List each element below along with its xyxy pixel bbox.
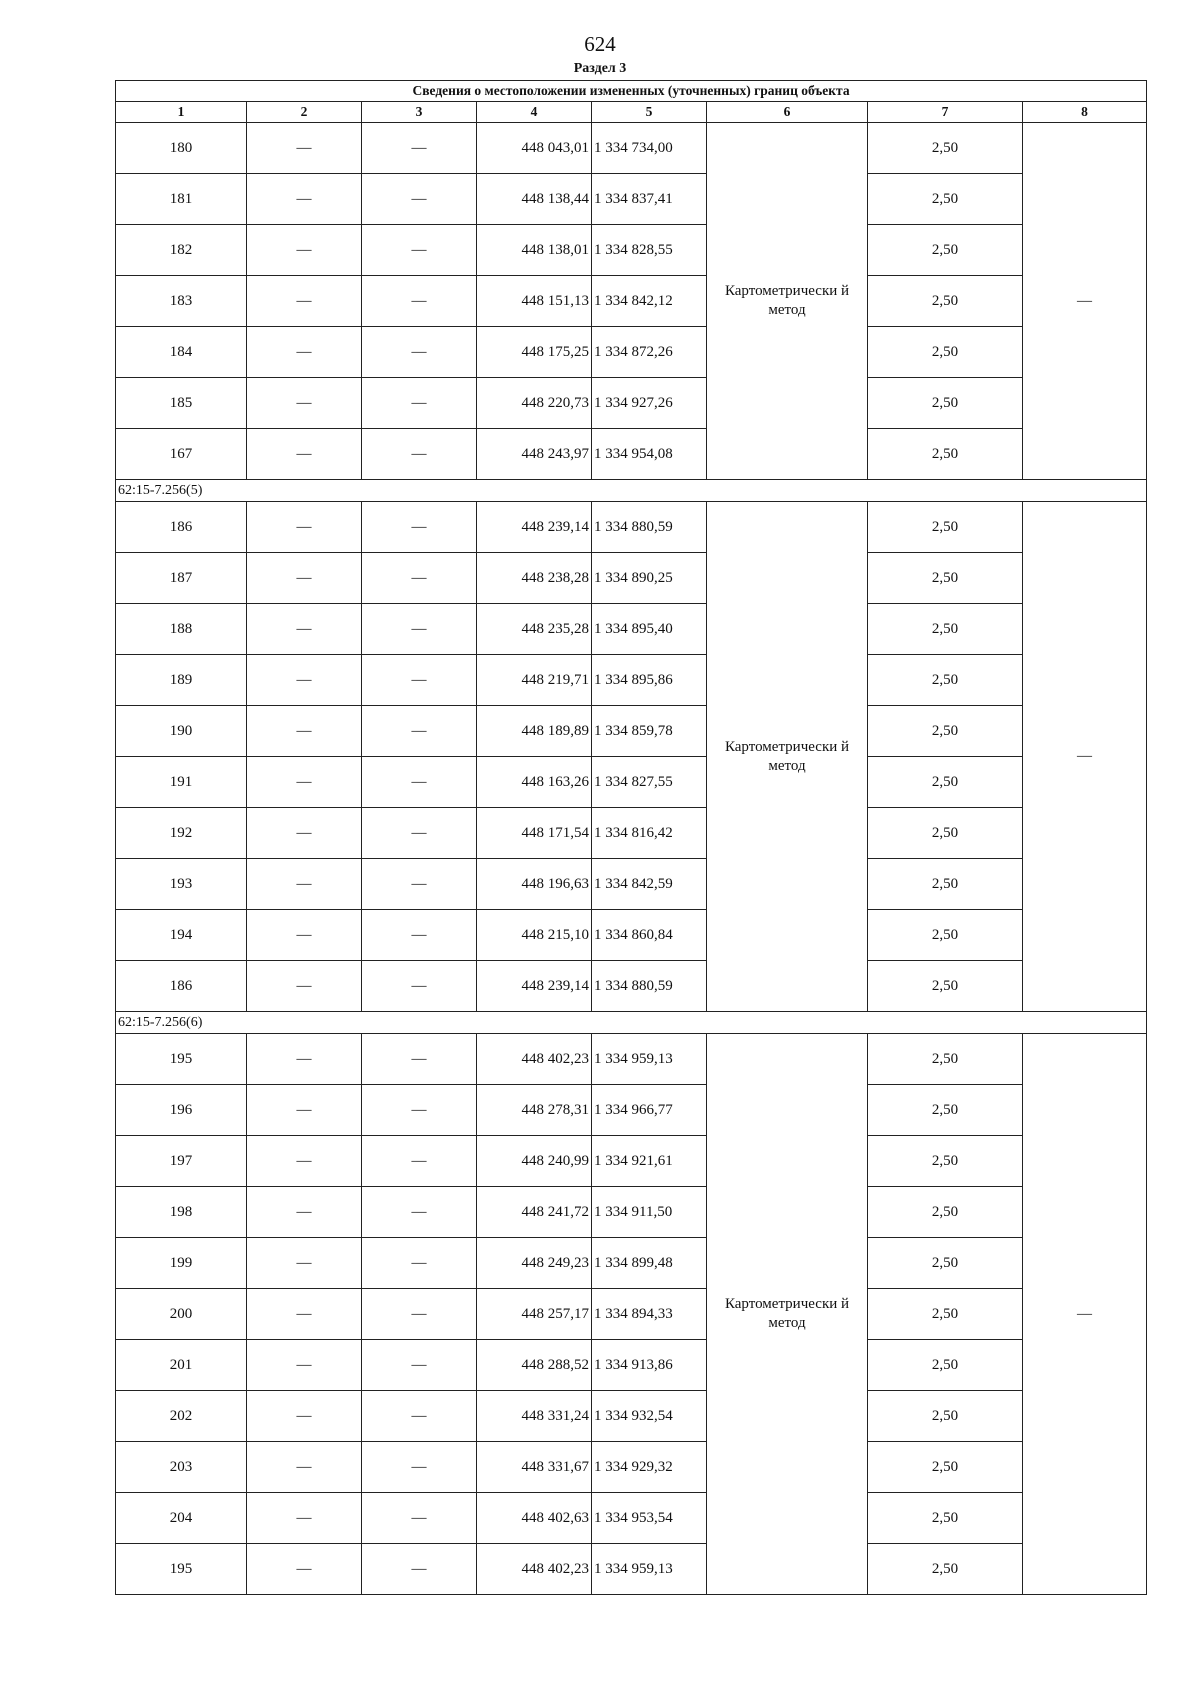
accuracy-cell: 2,50 (868, 1340, 1023, 1391)
dash-cell: — (247, 1289, 362, 1340)
method-cell: Картометрически й метод (707, 123, 868, 480)
accuracy-cell: 2,50 (868, 327, 1023, 378)
method-cell: Картометрически й метод (707, 1034, 868, 1595)
y-coordinate-cell: 1 334 816,42 (592, 808, 707, 859)
x-coordinate-cell: 448 220,73 (477, 378, 592, 429)
column-number-row (116, 102, 1147, 123)
table-row (116, 1238, 1147, 1289)
dash-cell: — (362, 123, 477, 174)
point-number-cell: 203 (116, 1442, 247, 1493)
dash-cell: — (247, 808, 362, 859)
dash-cell: — (247, 327, 362, 378)
y-coordinate-cell: 1 334 734,00 (592, 123, 707, 174)
dash-cell: — (247, 225, 362, 276)
table-caption: Сведения о местоположении измененных (уточненных) границ объекта (116, 81, 1147, 102)
table-row (116, 1391, 1147, 1442)
x-coordinate-cell: 448 243,97 (477, 429, 592, 480)
dash-cell: — (362, 174, 477, 225)
x-coordinate-cell: 448 288,52 (477, 1340, 592, 1391)
x-coordinate-cell: 448 402,23 (477, 1034, 592, 1085)
dash-cell: — (362, 276, 477, 327)
y-coordinate-cell: 1 334 966,77 (592, 1085, 707, 1136)
dash-cell: — (362, 225, 477, 276)
point-number-cell: 191 (116, 757, 247, 808)
accuracy-cell: 2,50 (868, 1442, 1023, 1493)
column-number-5: 5 (592, 102, 707, 123)
x-coordinate-cell: 448 257,17 (477, 1289, 592, 1340)
dash-cell: — (247, 1187, 362, 1238)
accuracy-cell: 2,50 (868, 1493, 1023, 1544)
y-coordinate-cell: 1 334 880,59 (592, 502, 707, 553)
y-coordinate-cell: 1 334 872,26 (592, 327, 707, 378)
dash-cell: — (247, 757, 362, 808)
dash-cell: — (247, 1493, 362, 1544)
accuracy-cell: 2,50 (868, 655, 1023, 706)
dash-cell: — (362, 1544, 477, 1595)
column-number-6: 6 (707, 102, 868, 123)
dash-cell: — (247, 553, 362, 604)
table-row (116, 378, 1147, 429)
dash-cell: — (247, 174, 362, 225)
x-coordinate-cell: 448 239,14 (477, 961, 592, 1012)
x-coordinate-cell: 448 196,63 (477, 859, 592, 910)
accuracy-cell: 2,50 (868, 553, 1023, 604)
table-row (116, 123, 1147, 174)
table-row (116, 1340, 1147, 1391)
accuracy-cell: 2,50 (868, 276, 1023, 327)
method-cell: Картометрически й метод (707, 502, 868, 1012)
table-row (116, 808, 1147, 859)
point-number-cell: 187 (116, 553, 247, 604)
dash-cell: — (247, 1340, 362, 1391)
y-coordinate-cell: 1 334 932,54 (592, 1391, 707, 1442)
x-coordinate-cell: 448 189,89 (477, 706, 592, 757)
table-row (116, 1085, 1147, 1136)
table-row (116, 429, 1147, 480)
dash-cell: — (247, 604, 362, 655)
point-number-cell: 201 (116, 1340, 247, 1391)
dash-cell: — (247, 1442, 362, 1493)
dash-cell: — (247, 706, 362, 757)
dash-cell: — (362, 961, 477, 1012)
x-coordinate-cell: 448 175,25 (477, 327, 592, 378)
dash-cell: — (362, 655, 477, 706)
x-coordinate-cell: 448 278,31 (477, 1085, 592, 1136)
section-title: Раздел 3 (573, 61, 627, 76)
dash-cell: — (247, 1238, 362, 1289)
y-coordinate-cell: 1 334 890,25 (592, 553, 707, 604)
column-number-8: 8 (1023, 102, 1147, 123)
table-row (116, 327, 1147, 378)
point-number-cell: 194 (116, 910, 247, 961)
x-coordinate-cell: 448 331,67 (477, 1442, 592, 1493)
dash-cell: — (247, 1085, 362, 1136)
table-row (116, 706, 1147, 757)
accuracy-cell: 2,50 (868, 1085, 1023, 1136)
point-number-cell: 189 (116, 655, 247, 706)
y-coordinate-cell: 1 334 880,59 (592, 961, 707, 1012)
dash-cell: — (362, 757, 477, 808)
y-coordinate-cell: 1 334 894,33 (592, 1289, 707, 1340)
accuracy-cell: 2,50 (868, 1544, 1023, 1595)
dash-cell: — (362, 808, 477, 859)
point-number-cell: 167 (116, 429, 247, 480)
point-number-cell: 181 (116, 174, 247, 225)
dash-cell: — (362, 429, 477, 480)
y-coordinate-cell: 1 334 860,84 (592, 910, 707, 961)
dash-cell: — (247, 276, 362, 327)
dash-cell: — (247, 859, 362, 910)
point-number-cell: 182 (116, 225, 247, 276)
y-coordinate-cell: 1 334 921,61 (592, 1136, 707, 1187)
dash-cell: — (247, 502, 362, 553)
y-coordinate-cell: 1 334 959,13 (592, 1034, 707, 1085)
dash-cell: — (362, 1238, 477, 1289)
y-coordinate-cell: 1 334 842,12 (592, 276, 707, 327)
point-number-cell: 190 (116, 706, 247, 757)
table-row (116, 1442, 1147, 1493)
accuracy-cell: 2,50 (868, 1187, 1023, 1238)
point-number-cell: 196 (116, 1085, 247, 1136)
y-coordinate-cell: 1 334 953,54 (592, 1493, 707, 1544)
dash-cell: — (362, 327, 477, 378)
y-coordinate-cell: 1 334 895,86 (592, 655, 707, 706)
dash-cell: — (247, 429, 362, 480)
y-coordinate-cell: 1 334 929,32 (592, 1442, 707, 1493)
dash-cell: — (247, 1391, 362, 1442)
accuracy-cell: 2,50 (868, 1289, 1023, 1340)
accuracy-cell: 2,50 (868, 225, 1023, 276)
dash-cell: — (247, 1034, 362, 1085)
accuracy-cell: 2,50 (868, 378, 1023, 429)
column-number-1: 1 (116, 102, 247, 123)
dash-cell: — (362, 1442, 477, 1493)
dash-cell: — (247, 655, 362, 706)
accuracy-cell: 2,50 (868, 604, 1023, 655)
point-number-cell: 188 (116, 604, 247, 655)
y-coordinate-cell: 1 334 899,48 (592, 1238, 707, 1289)
accuracy-cell: 2,50 (868, 429, 1023, 480)
y-coordinate-cell: 1 334 911,50 (592, 1187, 707, 1238)
table-row (116, 1289, 1147, 1340)
group-header-row (116, 480, 1147, 502)
dash-cell: — (362, 1136, 477, 1187)
table-row (116, 1544, 1147, 1595)
point-number-cell: 199 (116, 1238, 247, 1289)
dash-cell: — (362, 1493, 477, 1544)
page-number: 624 (584, 32, 616, 56)
accuracy-cell: 2,50 (868, 1238, 1023, 1289)
x-coordinate-cell: 448 219,71 (477, 655, 592, 706)
accuracy-cell: 2,50 (868, 910, 1023, 961)
y-coordinate-cell: 1 334 895,40 (592, 604, 707, 655)
table-row (116, 961, 1147, 1012)
x-coordinate-cell: 448 402,63 (477, 1493, 592, 1544)
table-caption-row (116, 81, 1147, 102)
y-coordinate-cell: 1 334 828,55 (592, 225, 707, 276)
point-number-cell: 185 (116, 378, 247, 429)
accuracy-cell: 2,50 (868, 174, 1023, 225)
y-coordinate-cell: 1 334 927,26 (592, 378, 707, 429)
x-coordinate-cell: 448 239,14 (477, 502, 592, 553)
dash-cell: — (362, 378, 477, 429)
x-coordinate-cell: 448 043,01 (477, 123, 592, 174)
table-row (116, 225, 1147, 276)
x-coordinate-cell: 448 240,99 (477, 1136, 592, 1187)
accuracy-cell: 2,50 (868, 1391, 1023, 1442)
dash-cell: — (362, 553, 477, 604)
point-number-cell: 200 (116, 1289, 247, 1340)
dash-cell: — (362, 1391, 477, 1442)
point-number-cell: 202 (116, 1391, 247, 1442)
group-label: 62:15-7.256(6) (116, 1012, 1147, 1034)
accuracy-cell: 2,50 (868, 706, 1023, 757)
dash-cell: — (362, 604, 477, 655)
x-coordinate-cell: 448 215,10 (477, 910, 592, 961)
y-coordinate-cell: 1 334 959,13 (592, 1544, 707, 1595)
dash-cell: — (362, 910, 477, 961)
x-coordinate-cell: 448 241,72 (477, 1187, 592, 1238)
table-row (116, 1493, 1147, 1544)
point-number-cell: 197 (116, 1136, 247, 1187)
table-row (116, 757, 1147, 808)
accuracy-cell: 2,50 (868, 859, 1023, 910)
dash-cell: — (362, 859, 477, 910)
accuracy-cell: 2,50 (868, 757, 1023, 808)
group-header-row (116, 1012, 1147, 1034)
x-coordinate-cell: 448 151,13 (477, 276, 592, 327)
column-number-4: 4 (477, 102, 592, 123)
table-row (116, 604, 1147, 655)
dash-cell: — (362, 1034, 477, 1085)
dash-cell: — (362, 1340, 477, 1391)
point-number-cell: 186 (116, 961, 247, 1012)
point-number-cell: 204 (116, 1493, 247, 1544)
y-coordinate-cell: 1 334 842,59 (592, 859, 707, 910)
dash-cell: — (247, 123, 362, 174)
point-number-cell: 180 (116, 123, 247, 174)
point-number-cell: 195 (116, 1544, 247, 1595)
y-coordinate-cell: 1 334 954,08 (592, 429, 707, 480)
point-number-cell: 195 (116, 1034, 247, 1085)
dash-cell: — (247, 961, 362, 1012)
x-coordinate-cell: 448 235,28 (477, 604, 592, 655)
table-row (116, 174, 1147, 225)
group-label: 62:15-7.256(5) (116, 480, 1147, 502)
x-coordinate-cell: 448 138,01 (477, 225, 592, 276)
accuracy-cell: 2,50 (868, 502, 1023, 553)
dash-cell: — (247, 910, 362, 961)
x-coordinate-cell: 448 402,23 (477, 1544, 592, 1595)
dash-cell-col8: — (1023, 123, 1147, 480)
point-number-cell: 198 (116, 1187, 247, 1238)
table-row (116, 655, 1147, 706)
dash-cell: — (362, 1085, 477, 1136)
dash-cell: — (362, 706, 477, 757)
y-coordinate-cell: 1 334 837,41 (592, 174, 707, 225)
table-row (116, 553, 1147, 604)
x-coordinate-cell: 448 163,26 (477, 757, 592, 808)
accuracy-cell: 2,50 (868, 1136, 1023, 1187)
dash-cell: — (362, 502, 477, 553)
column-number-3: 3 (362, 102, 477, 123)
x-coordinate-cell: 448 171,54 (477, 808, 592, 859)
point-number-cell: 183 (116, 276, 247, 327)
x-coordinate-cell: 448 331,24 (477, 1391, 592, 1442)
dash-cell: — (247, 1136, 362, 1187)
point-number-cell: 184 (116, 327, 247, 378)
table-row (116, 910, 1147, 961)
dash-cell-col8: — (1023, 1034, 1147, 1595)
x-coordinate-cell: 448 138,44 (477, 174, 592, 225)
y-coordinate-cell: 1 334 827,55 (592, 757, 707, 808)
x-coordinate-cell: 448 238,28 (477, 553, 592, 604)
column-number-7: 7 (868, 102, 1023, 123)
accuracy-cell: 2,50 (868, 1034, 1023, 1085)
dash-cell: — (362, 1289, 477, 1340)
accuracy-cell: 2,50 (868, 961, 1023, 1012)
table-row (116, 1034, 1147, 1085)
table-row (116, 1136, 1147, 1187)
table-row (116, 1187, 1147, 1238)
boundary-table (115, 80, 1147, 1595)
column-number-2: 2 (247, 102, 362, 123)
dash-cell: — (362, 1187, 477, 1238)
table-row (116, 502, 1147, 553)
table-row (116, 859, 1147, 910)
x-coordinate-cell: 448 249,23 (477, 1238, 592, 1289)
dash-cell: — (247, 1544, 362, 1595)
point-number-cell: 193 (116, 859, 247, 910)
y-coordinate-cell: 1 334 859,78 (592, 706, 707, 757)
y-coordinate-cell: 1 334 913,86 (592, 1340, 707, 1391)
point-number-cell: 186 (116, 502, 247, 553)
accuracy-cell: 2,50 (868, 808, 1023, 859)
dash-cell-col8: — (1023, 502, 1147, 1012)
table-row (116, 276, 1147, 327)
point-number-cell: 192 (116, 808, 247, 859)
dash-cell: — (247, 378, 362, 429)
accuracy-cell: 2,50 (868, 123, 1023, 174)
